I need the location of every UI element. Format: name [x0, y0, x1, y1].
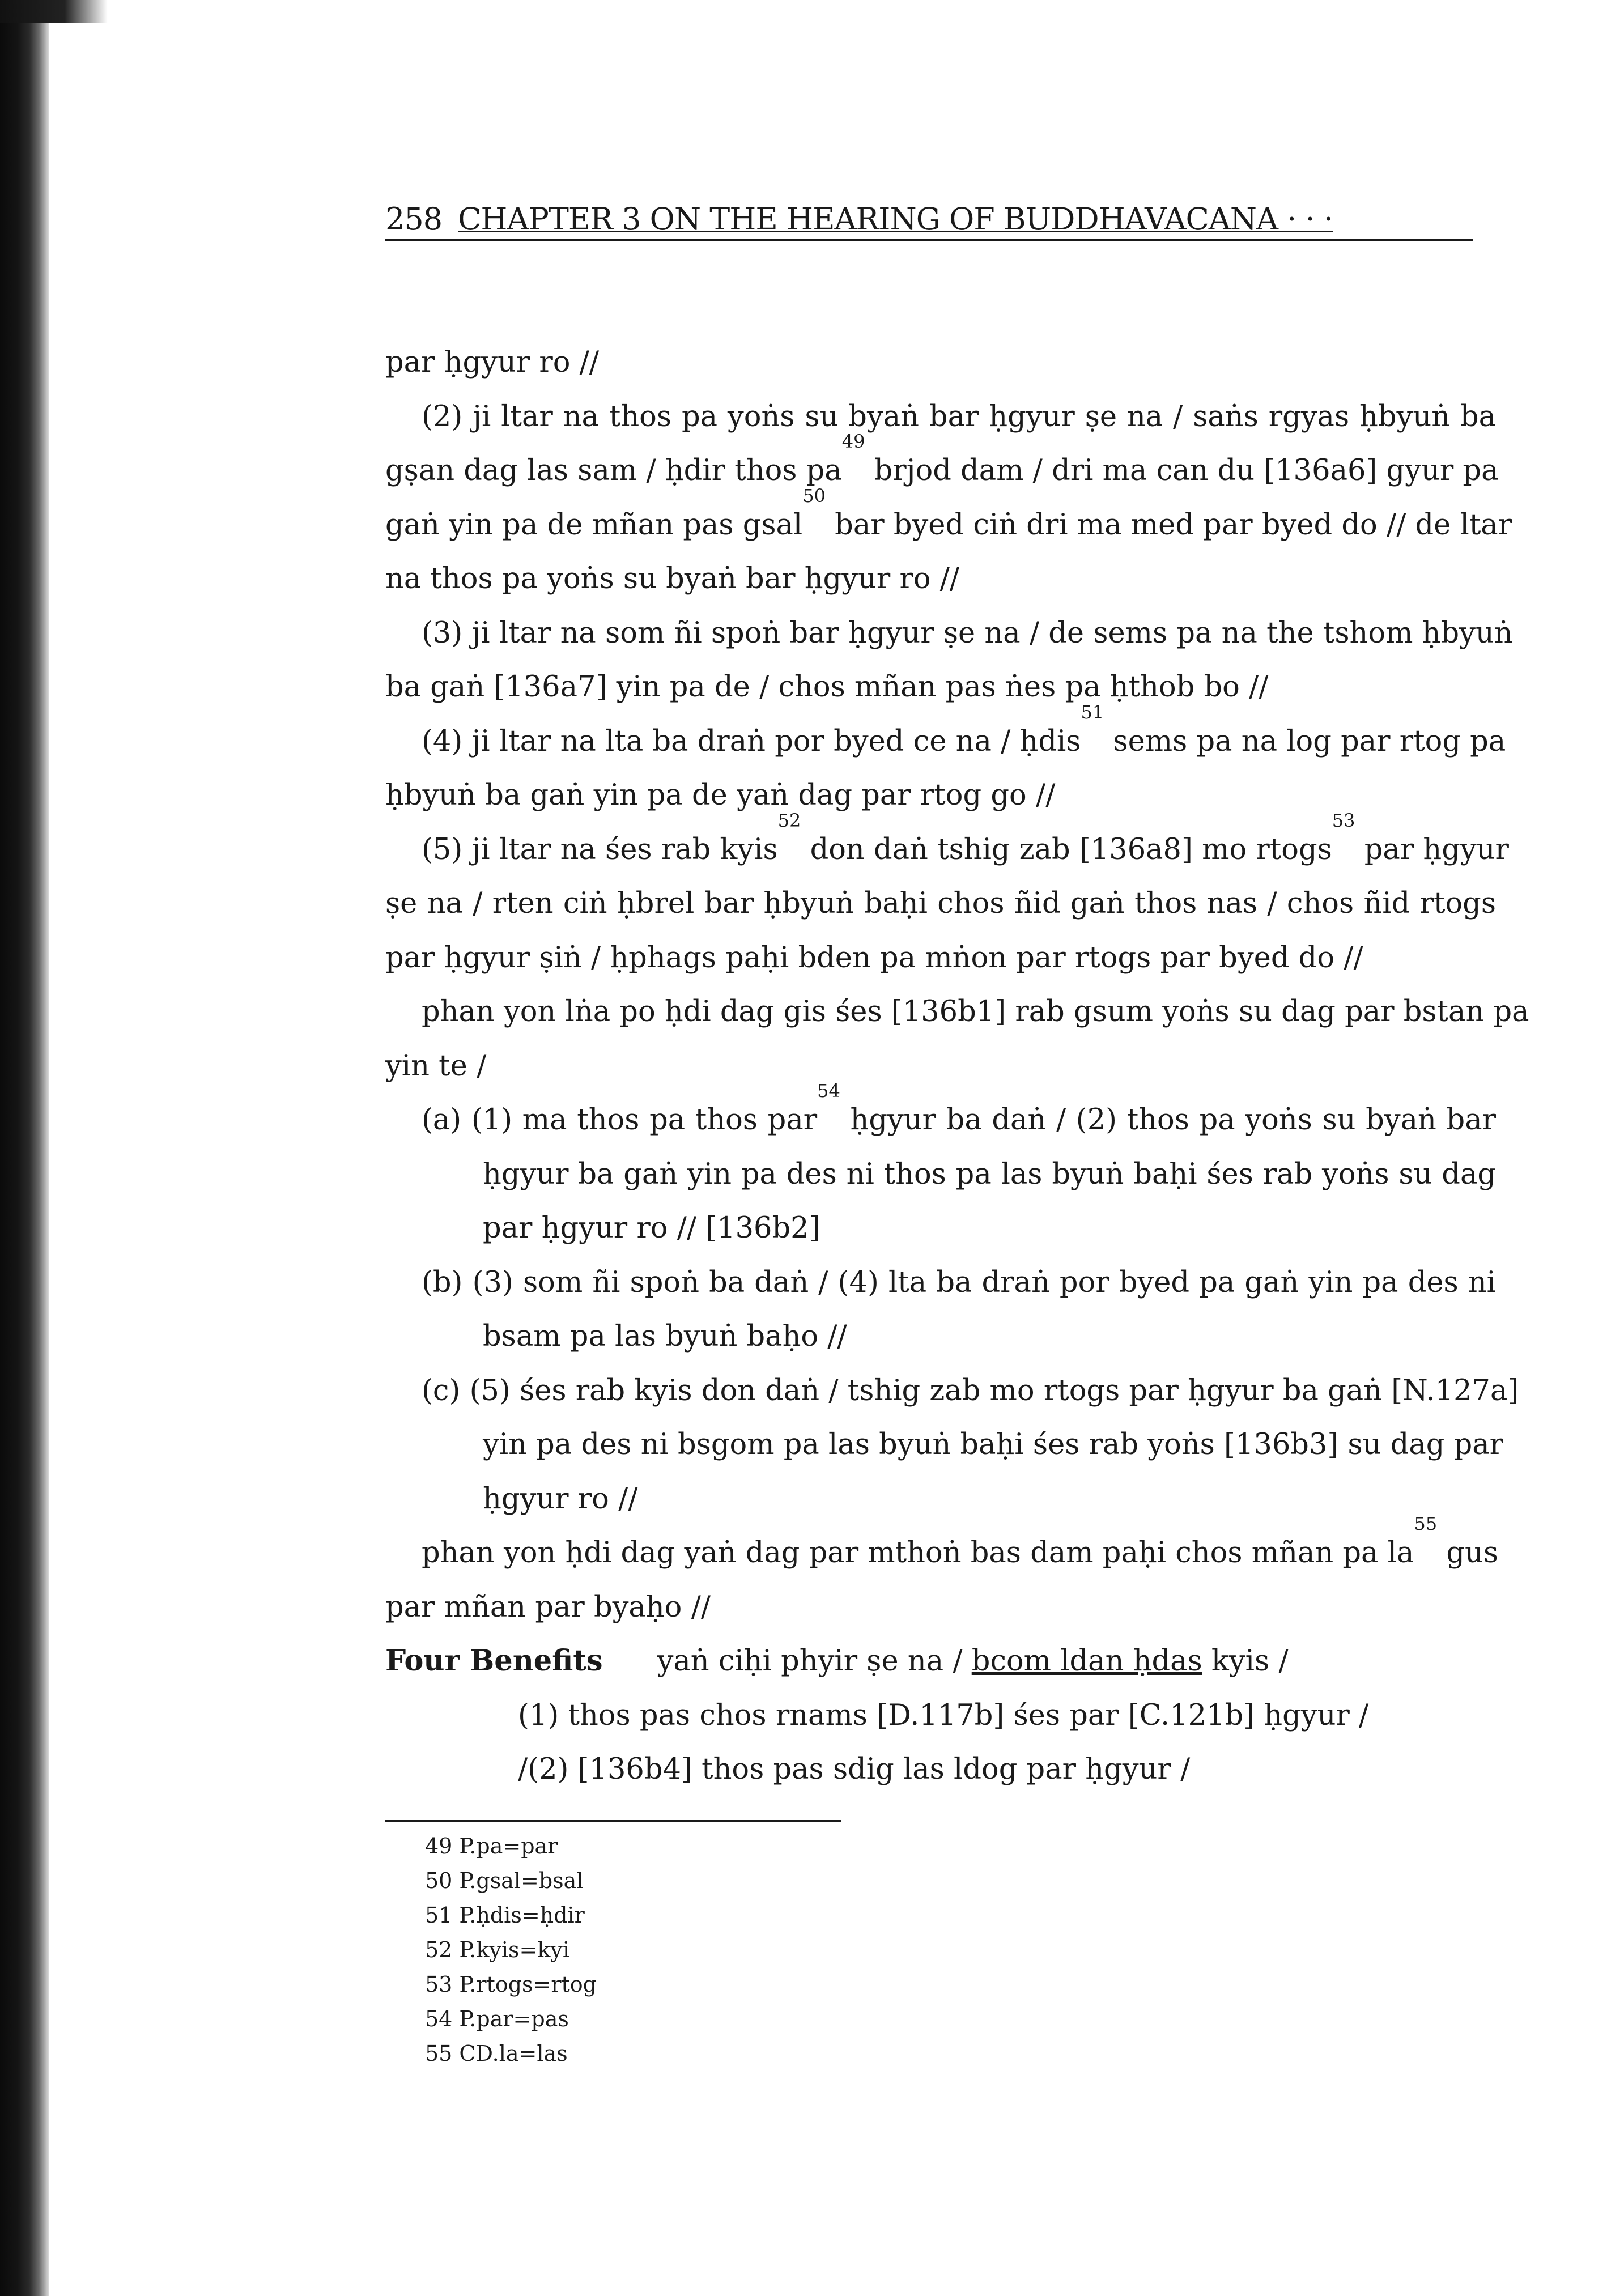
text-line: ba gaṅ [136a7] yin pa de / chos mñan pas ṅes pa ḥthob bo //: [385, 670, 1269, 704]
page-binding-edge: [0, 0, 49, 2296]
main-text: [385, 335, 1529, 1797]
text-segment: kyis /: [1202, 1644, 1289, 1678]
text-line: ṣe na / rten ciṅ ḥbrel bar ḥbyuṅ baḥi chos ñid gaṅ thos nas / chos ñid rtogs: [385, 887, 1496, 920]
text-line: ḥgyur ba gaṅ yin pa des ni thos pa las byuṅ baḥi śes rab yoṅs su dag: [483, 1157, 1496, 1191]
text-segment: par ḥgyur: [1355, 832, 1509, 866]
text-segment: phan yon ḥdi dag yaṅ dag par mthoṅ bas dam paḥi chos mñan pa la: [422, 1536, 1414, 1570]
text-line: (3) ji ltar na som ñi spoṅ bar ḥgyur ṣe na / de sems pa na the tshom ḥbyuṅ: [422, 616, 1513, 650]
footnote-marker: 53: [1332, 809, 1355, 831]
text-segment: brjod dam / dri ma can du [136a6] gyur pa: [865, 454, 1499, 487]
text-line: [385, 809, 1509, 877]
text-segment: (4) ji ltar na lta ba draṅ por byed ce na / ḥdis: [422, 724, 1081, 758]
footnote: 53 P.rtogs=rtog: [425, 1972, 597, 1997]
text-segment: ḥgyur ba daṅ / (2) thos pa yoṅs su byaṅ bar: [840, 1103, 1496, 1137]
text-line: yin pa des ni bsgom pa las byuṅ baḥi śes rab yoṅs [136b3] su dag par: [483, 1428, 1504, 1461]
text-line: (2) ji ltar na thos pa yoṅs su byaṅ bar ḥgyur ṣe na / saṅs rgyas ḥbyuṅ ba: [422, 399, 1496, 433]
text-segment: (a) (1) ma thos pa thos par: [422, 1103, 818, 1137]
text-line: par mñan par byaḥo //: [385, 1590, 711, 1624]
footnote-marker: 54: [817, 1080, 840, 1102]
footnotes: [425, 1829, 878, 2071]
text-line: (b) (3) som ñi spoṅ ba daṅ / (4) lta ba draṅ por byed pa gaṅ yin pa des ni: [422, 1265, 1496, 1299]
text-segment: gṣan dag las sam / ḥdir thos pa: [385, 454, 842, 487]
text-line: [385, 484, 1512, 552]
footnote-rule: [385, 1820, 841, 1822]
text-line: bsam pa las byuṅ baḥo //: [483, 1320, 847, 1353]
footnote-marker: 49: [841, 431, 865, 452]
footnote-marker: 55: [1414, 1513, 1438, 1534]
footnote-marker: 51: [1081, 701, 1104, 723]
verse-line: (1) thos pas chos rnams [D.117b] śes par [C.121b] ḥgyur /: [518, 1698, 1369, 1732]
text-segment: yaṅ ciḥi phyir ṣe na /: [657, 1644, 972, 1678]
footnote: 50 P.gsal=bsal: [425, 1868, 584, 1893]
four-benefits-line: [385, 1634, 1496, 1689]
footnote: 54 P.par=pas: [425, 2006, 569, 2031]
text-line: par ḥgyur ro //: [385, 346, 600, 379]
text-line: phan yon lṅa po ḥdi dag gis śes [136b1] rab gsum yoṅs su dag par bstan pa: [422, 995, 1529, 1028]
text-segment: (5) ji ltar na śes rab kyis: [422, 832, 778, 866]
text-line: [385, 701, 1506, 769]
footnote-marker: 50: [802, 484, 826, 507]
text-segment: bar byed ciṅ dri ma med par byed do // de ltar: [825, 508, 1512, 542]
text-line: (c) (5) śes rab kyis don daṅ / tshig zab mo rtogs par ḥgyur ba gaṅ [N.127a]: [422, 1374, 1519, 1408]
running-header: [385, 199, 1473, 241]
verse-line: /(2) [136b4] thos pas sdig las ldog par ḥgyur /: [518, 1753, 1191, 1786]
text-segment: sems pa na log par rtog pa: [1104, 724, 1506, 758]
text-line: par ḥgyur ro // [136b2]: [483, 1211, 820, 1245]
text-line: yin te /: [385, 1049, 487, 1083]
page-number: 258: [385, 201, 443, 237]
text-line: par ḥgyur ṣiṅ / ḥphags paḥi bden pa mṅon par rtogs par byed do //: [385, 941, 1363, 975]
text-line: [385, 1513, 1498, 1580]
text-segment: gaṅ yin pa de mñan pas gsal: [385, 508, 803, 542]
text-line: [385, 1080, 1496, 1147]
footnote: 51 P.ḥdis=ḥdir: [425, 1903, 585, 1928]
text-line: [385, 431, 1499, 498]
footnote: 55 CD.la=las: [425, 2041, 568, 2066]
text-line: ḥbyuṅ ba gaṅ yin pa de yaṅ dag par rtog go //: [385, 779, 1056, 812]
text-segment: don daṅ tshig zab [136a8] mo rtogs: [801, 832, 1332, 866]
footnote: 52 P.kyis=kyi: [425, 1937, 570, 1962]
footnote: 49 P.pa=par: [425, 1834, 558, 1859]
underlined-term: bcom ldan ḥdas: [971, 1644, 1202, 1678]
text-segment: gus: [1437, 1536, 1498, 1570]
text-line: na thos pa yoṅs su byaṅ bar ḥgyur ro //: [385, 562, 960, 596]
footnote-marker: 52: [777, 809, 801, 831]
text-line: ḥgyur ro //: [483, 1482, 638, 1516]
chapter-title: CHAPTER 3 ON THE HEARING OF BUDDHAVACANA · · ·: [458, 201, 1333, 237]
page-corner-shadow: [0, 0, 108, 23]
section-heading: Four Benefits: [385, 1644, 603, 1678]
